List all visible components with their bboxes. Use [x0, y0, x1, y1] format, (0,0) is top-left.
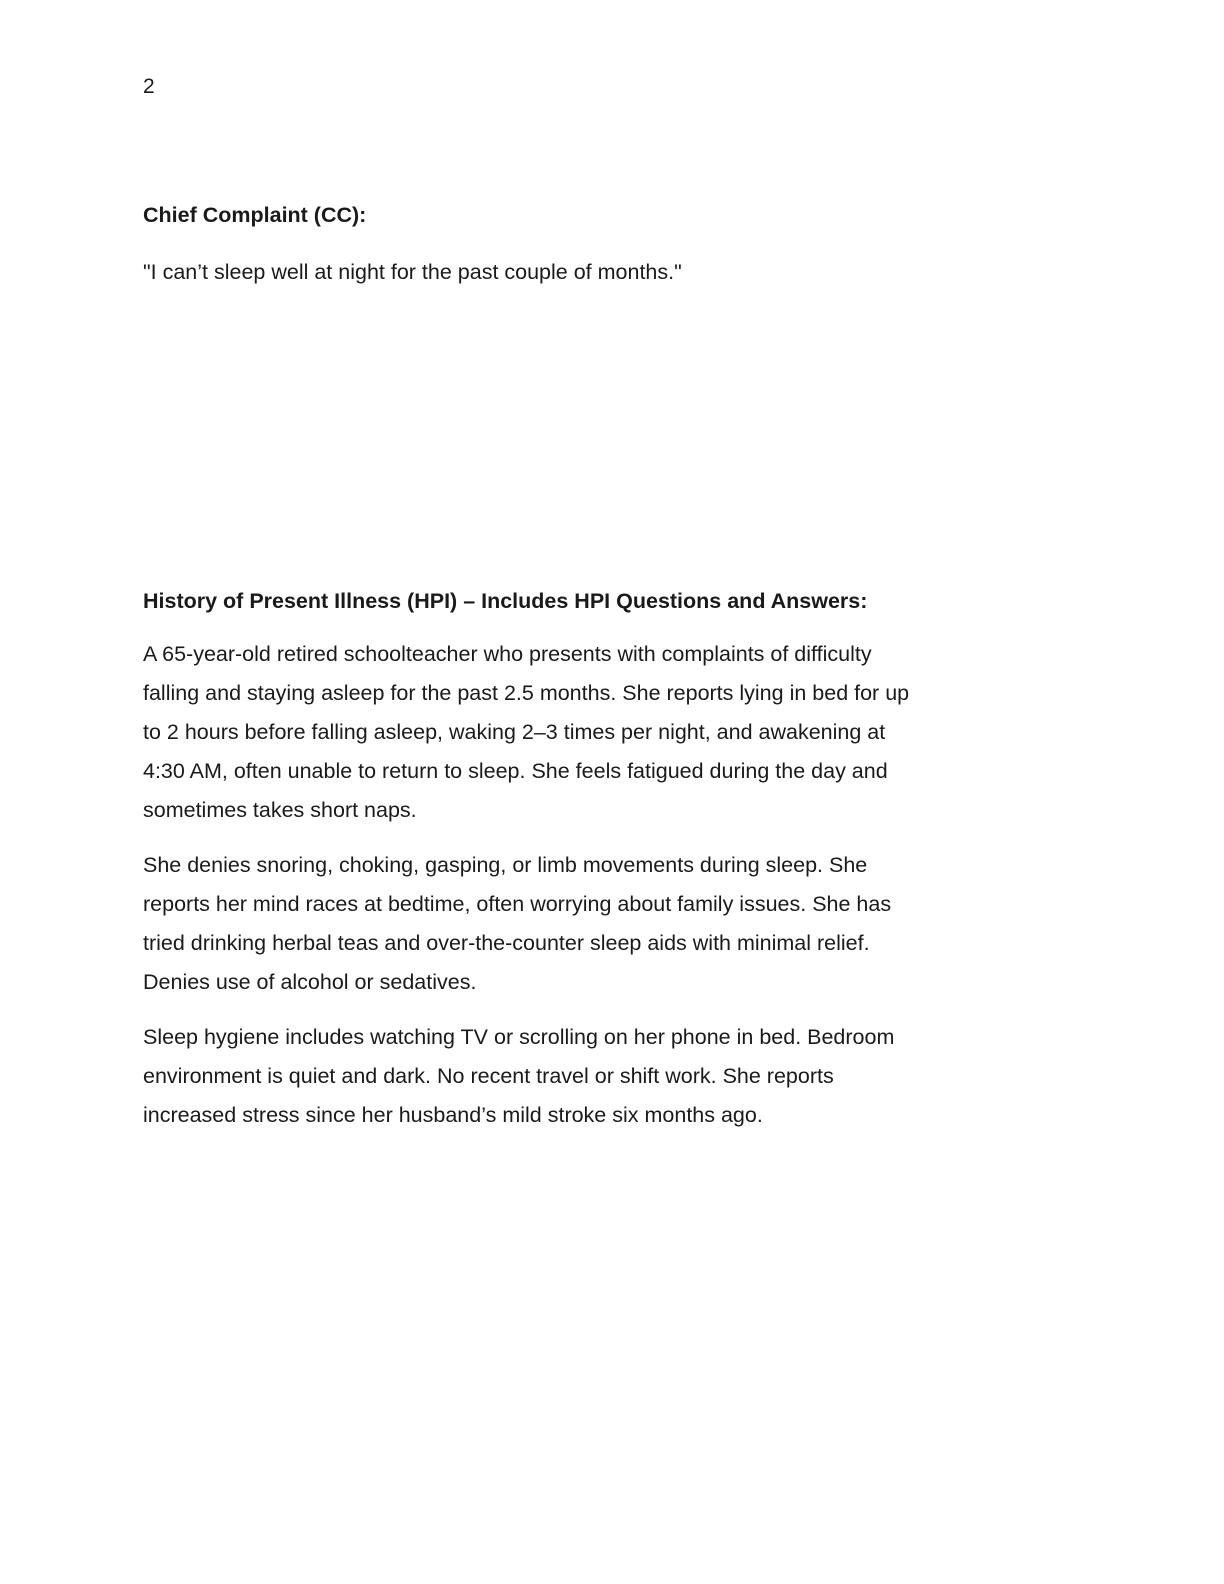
hpi-line: environment is quiet and dark. No recent travel or shift work. She reports [143, 1064, 834, 1088]
hpi-line: Denies use of alcohol or sedatives. [143, 970, 477, 994]
hpi-line: Sleep hygiene includes watching TV or scrolling on her phone in bed. Bedroom [143, 1025, 895, 1049]
hpi-line: falling and staying asleep for the past 2.5 months. She reports lying in bed for up [143, 681, 910, 705]
hpi-line: 4:30 AM, often unable to return to sleep. She feels fatigued during the day and [143, 759, 888, 783]
hpi-line: tried drinking herbal teas and over-the-counter sleep aids with minimal relief. [143, 931, 870, 955]
hpi-line: to 2 hours before falling asleep, waking 2–3 times per night, and awakening at [143, 720, 886, 744]
hpi-line: increased stress since her husband’s mild stroke six months ago. [143, 1103, 763, 1127]
chief-complaint-section [143, 202, 1063, 292]
hpi-section [143, 588, 1063, 1135]
chief-complaint-heading: Chief Complaint (CC): [143, 203, 367, 227]
hpi-line: sometimes takes short naps. [143, 798, 417, 822]
hpi-paragraph-1 [143, 635, 1063, 830]
hpi-paragraph-2 [143, 846, 1063, 1002]
page-number: 2 [143, 75, 155, 98]
hpi-line: She denies snoring, choking, gasping, or limb movements during sleep. She [143, 853, 868, 877]
hpi-line: A 65-year-old retired schoolteacher who presents with complaints of difficulty [143, 642, 872, 666]
hpi-line: reports her mind races at bedtime, often worrying about family issues. She has [143, 892, 892, 916]
chief-complaint-text: "I can’t sleep well at night for the past couple of months." [143, 260, 682, 284]
hpi-paragraph-3 [143, 1018, 1063, 1135]
hpi-heading: History of Present Illness (HPI) – Includes HPI Questions and Answers: [143, 589, 868, 613]
